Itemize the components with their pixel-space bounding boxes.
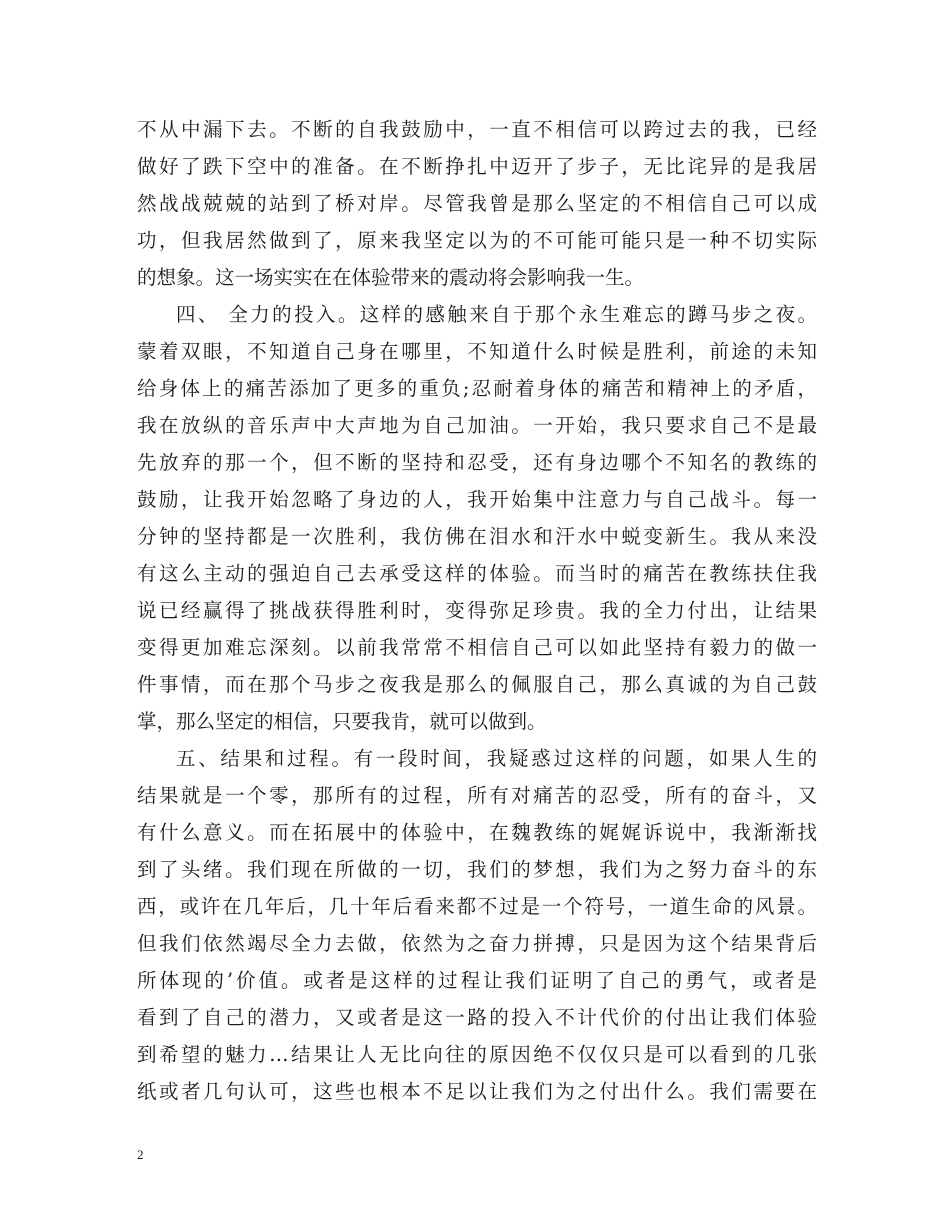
text-line: 西，或许在几年后，几十年后看来都不过是一个符号，一道生命的风景。 <box>137 895 817 918</box>
text-line: 件事情，而在那个马步之夜我是那么的佩服自己，那么真诚的为自己鼓 <box>137 673 817 696</box>
text-line: 五、结果和过程。有一段时间，我疑惑过这样的问题，如果人生的 <box>176 747 817 770</box>
text-line: 有这么主动的强迫自己去承受这样的体验。而当时的痛苦在教练扶住我 <box>137 562 817 585</box>
text-line: 但我们依然竭尽全力去做，依然为之奋力拼搏，只是因为这个结果背后 <box>137 932 817 955</box>
text-line: 四、 全力的投入。这样的感触来自于那个永生难忘的蹲马步之夜。 <box>176 303 817 326</box>
text-line: 我在放纵的音乐声中大声地为自己加油。一开始，我只要求自己不是最 <box>137 414 817 437</box>
text-line: 先放弃的那一个，但不断的坚持和忍受，还有身边哪个不知名的教练的 <box>137 451 817 474</box>
text-line: 所体现的’价值。或者是这样的过程让我们证明了自己的勇气，或者是 <box>137 969 817 992</box>
text-line: 说已经赢得了挑战获得胜利时，变得弥足珍贵。我的全力付出，让结果 <box>137 599 817 622</box>
page-number: 2 <box>137 1147 144 1162</box>
text-line: 有什么意义。而在拓展中的体验中，在魏教练的娓娓诉说中，我渐渐找 <box>137 821 817 844</box>
text-line: 做好了跌下空中的准备。在不断挣扎中迈开了步子，无比诧异的是我居 <box>137 155 817 178</box>
text-line: 的想象。这一场实实在在体验带来的震动将会影响我一生。 <box>137 266 645 289</box>
text-line: 结果就是一个零，那所有的过程，所有对痛苦的忍受，所有的奋斗，又 <box>137 784 817 807</box>
text-line: 看到了自己的潜力，又或者是这一路的投入不计代价的付出让我们体验 <box>137 1006 817 1029</box>
text-line: 功，但我居然做到了，原来我坚定以为的不可能可能只是一种不切实际 <box>137 229 817 252</box>
text-line: 分钟的坚持都是一次胜利，我仿佛在泪水和汗水中蜕变新生。我从来没 <box>137 525 817 548</box>
text-line: 纸或者几句认可，这些也根本不足以让我们为之付出什么。我们需要在 <box>137 1080 817 1103</box>
text-line: 到希望的魅力…结果让人无比向往的原因绝不仅仅只是可以看到的几张 <box>137 1043 817 1066</box>
text-line: 不从中漏下去。不断的自我鼓励中，一直不相信可以跨过去的我，已经 <box>137 118 817 141</box>
text-line: 蒙着双眼，不知道自己身在哪里，不知道什么时候是胜利，前途的未知 <box>137 340 817 363</box>
text-line: 给身体上的痛苦添加了更多的重负;忍耐着身体的痛苦和精神上的矛盾， <box>137 377 817 400</box>
text-line: 然战战兢兢的站到了桥对岸。尽管我曾是那么坚定的不相信自己可以成 <box>137 192 817 215</box>
document-body <box>137 111 817 1110</box>
text-line: 到了头绪。我们现在所做的一切，我们的梦想，我们为之努力奋斗的东 <box>137 858 817 881</box>
text-line: 掌，那么坚定的相信，只要我肯，就可以做到。 <box>137 710 547 733</box>
text-line: 鼓励，让我开始忽略了身边的人，我开始集中注意力与自己战斗。每一 <box>137 488 817 511</box>
text-line: 变得更加难忘深刻。以前我常常不相信自己可以如此坚持有毅力的做一 <box>137 636 817 659</box>
